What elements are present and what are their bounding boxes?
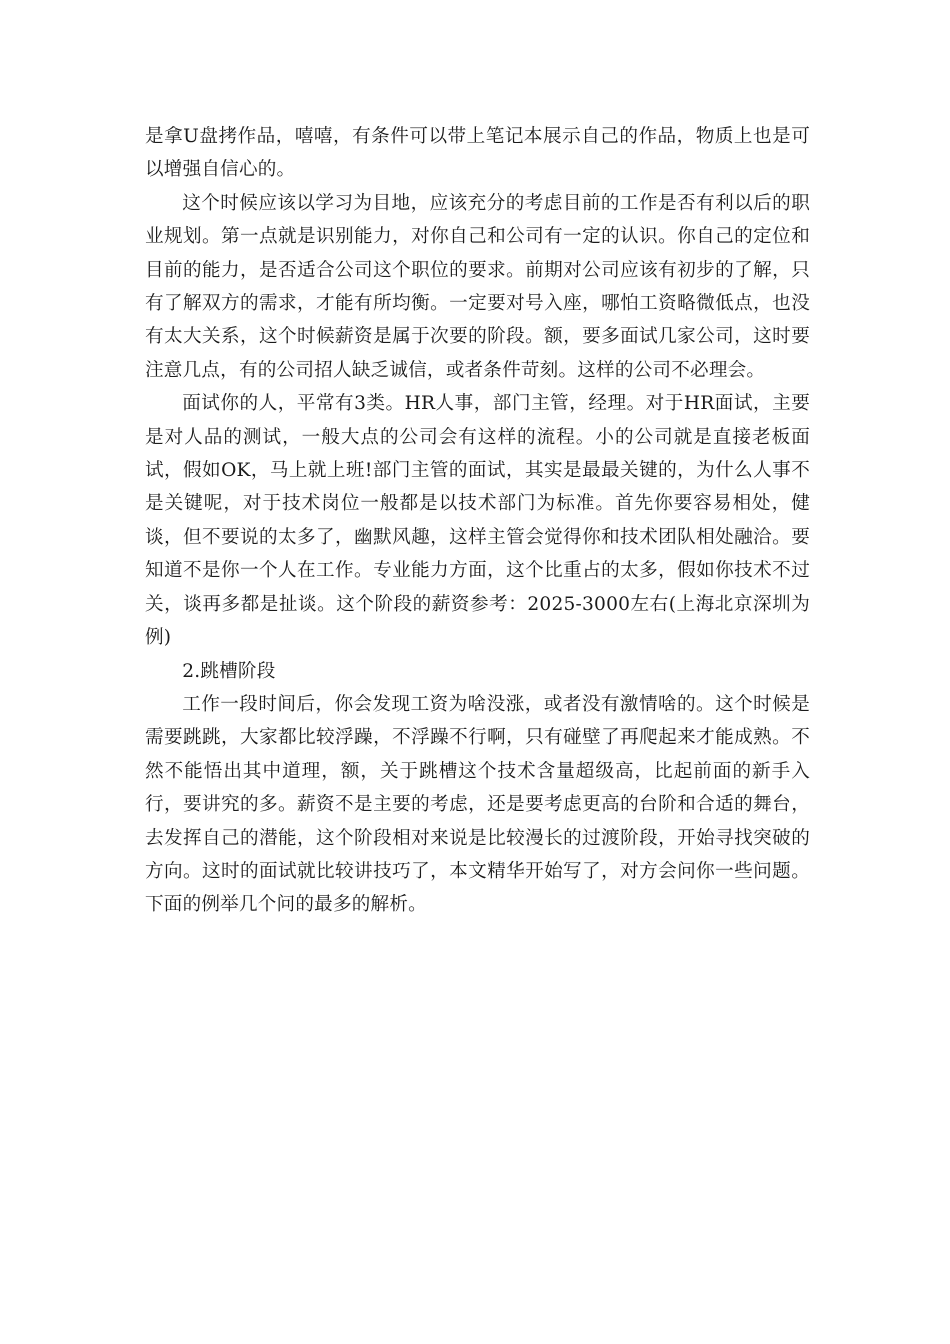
paragraph-interviewers: 面试你的人，平常有3类。HR人事，部门主管，经理。对于HR面试，主要是对人品的测试，一般大点的公司会有这样的流程。小的公司就是直接老板面试，假如OK，马上就上班!部门主管的面试，其实是最最关键的，为什么人事不是关键呢，对于技术岗位一般都是以技术部门为标准。首先你要容易相处，健谈，但不要说的太多了，幽默风趣，这样主管会觉得你和技术团队相处融洽。要知道不是你一个人在工作。专业能力方面，这个比重占的太多，假如你技术不过关，谈再多都是扯谈。这个阶段的薪资参考：2025-3000左右(上海北京深圳为例) (145, 393, 810, 649)
section-heading-job-hopping: 2.跳槽阶段 (182, 660, 276, 682)
paragraph-job-attitude: 这个时候应该以学习为目地，应该充分的考虑目前的工作是否有利以后的职业规划。第一点就是识别能力，对你自己和公司有一定的认识。你自己的定位和目前的能力，是否适合公司这个职位的要求。前期对公司应该有初步的了解，只有了解双方的需求，才能有所均衡。一定要对号入座，哪怕工资略微低点，也没有太大关系，这个时候薪资是属于次要的阶段。额，要多面试几家公司，这时要注意几点，有的公司招人缺乏诚信，或者条件苛刻。这样的公司不必理会。 (145, 192, 810, 381)
document-body (145, 120, 810, 922)
paragraph-continuation: 是拿U盘拷作品，嘻嘻，有条件可以带上笔记本展示自己的作品，物质上也是可以增强自信心的。 (145, 126, 810, 181)
paragraph-job-hopping: 工作一段时间后，你会发现工资为啥没涨，或者没有激情啥的。这个时候是需要跳跳，大家都比较浮躁，不浮躁不行啊，只有碰壁了再爬起来才能成熟。不然不能悟出其中道理，额，关于跳槽这个技术含量超级高，比起前面的新手入行，要讲究的多。薪资不是主要的考虑，还是要考虑更高的台阶和合适的舞台，去发挥自己的潜能，这个阶段相对来说是比较漫长的过渡阶段，开始寻找突破的方向。这时的面试就比较讲技巧了，本文精华开始写了，对方会问你一些问题。下面的例举几个问的最多的解析。 (145, 693, 810, 916)
